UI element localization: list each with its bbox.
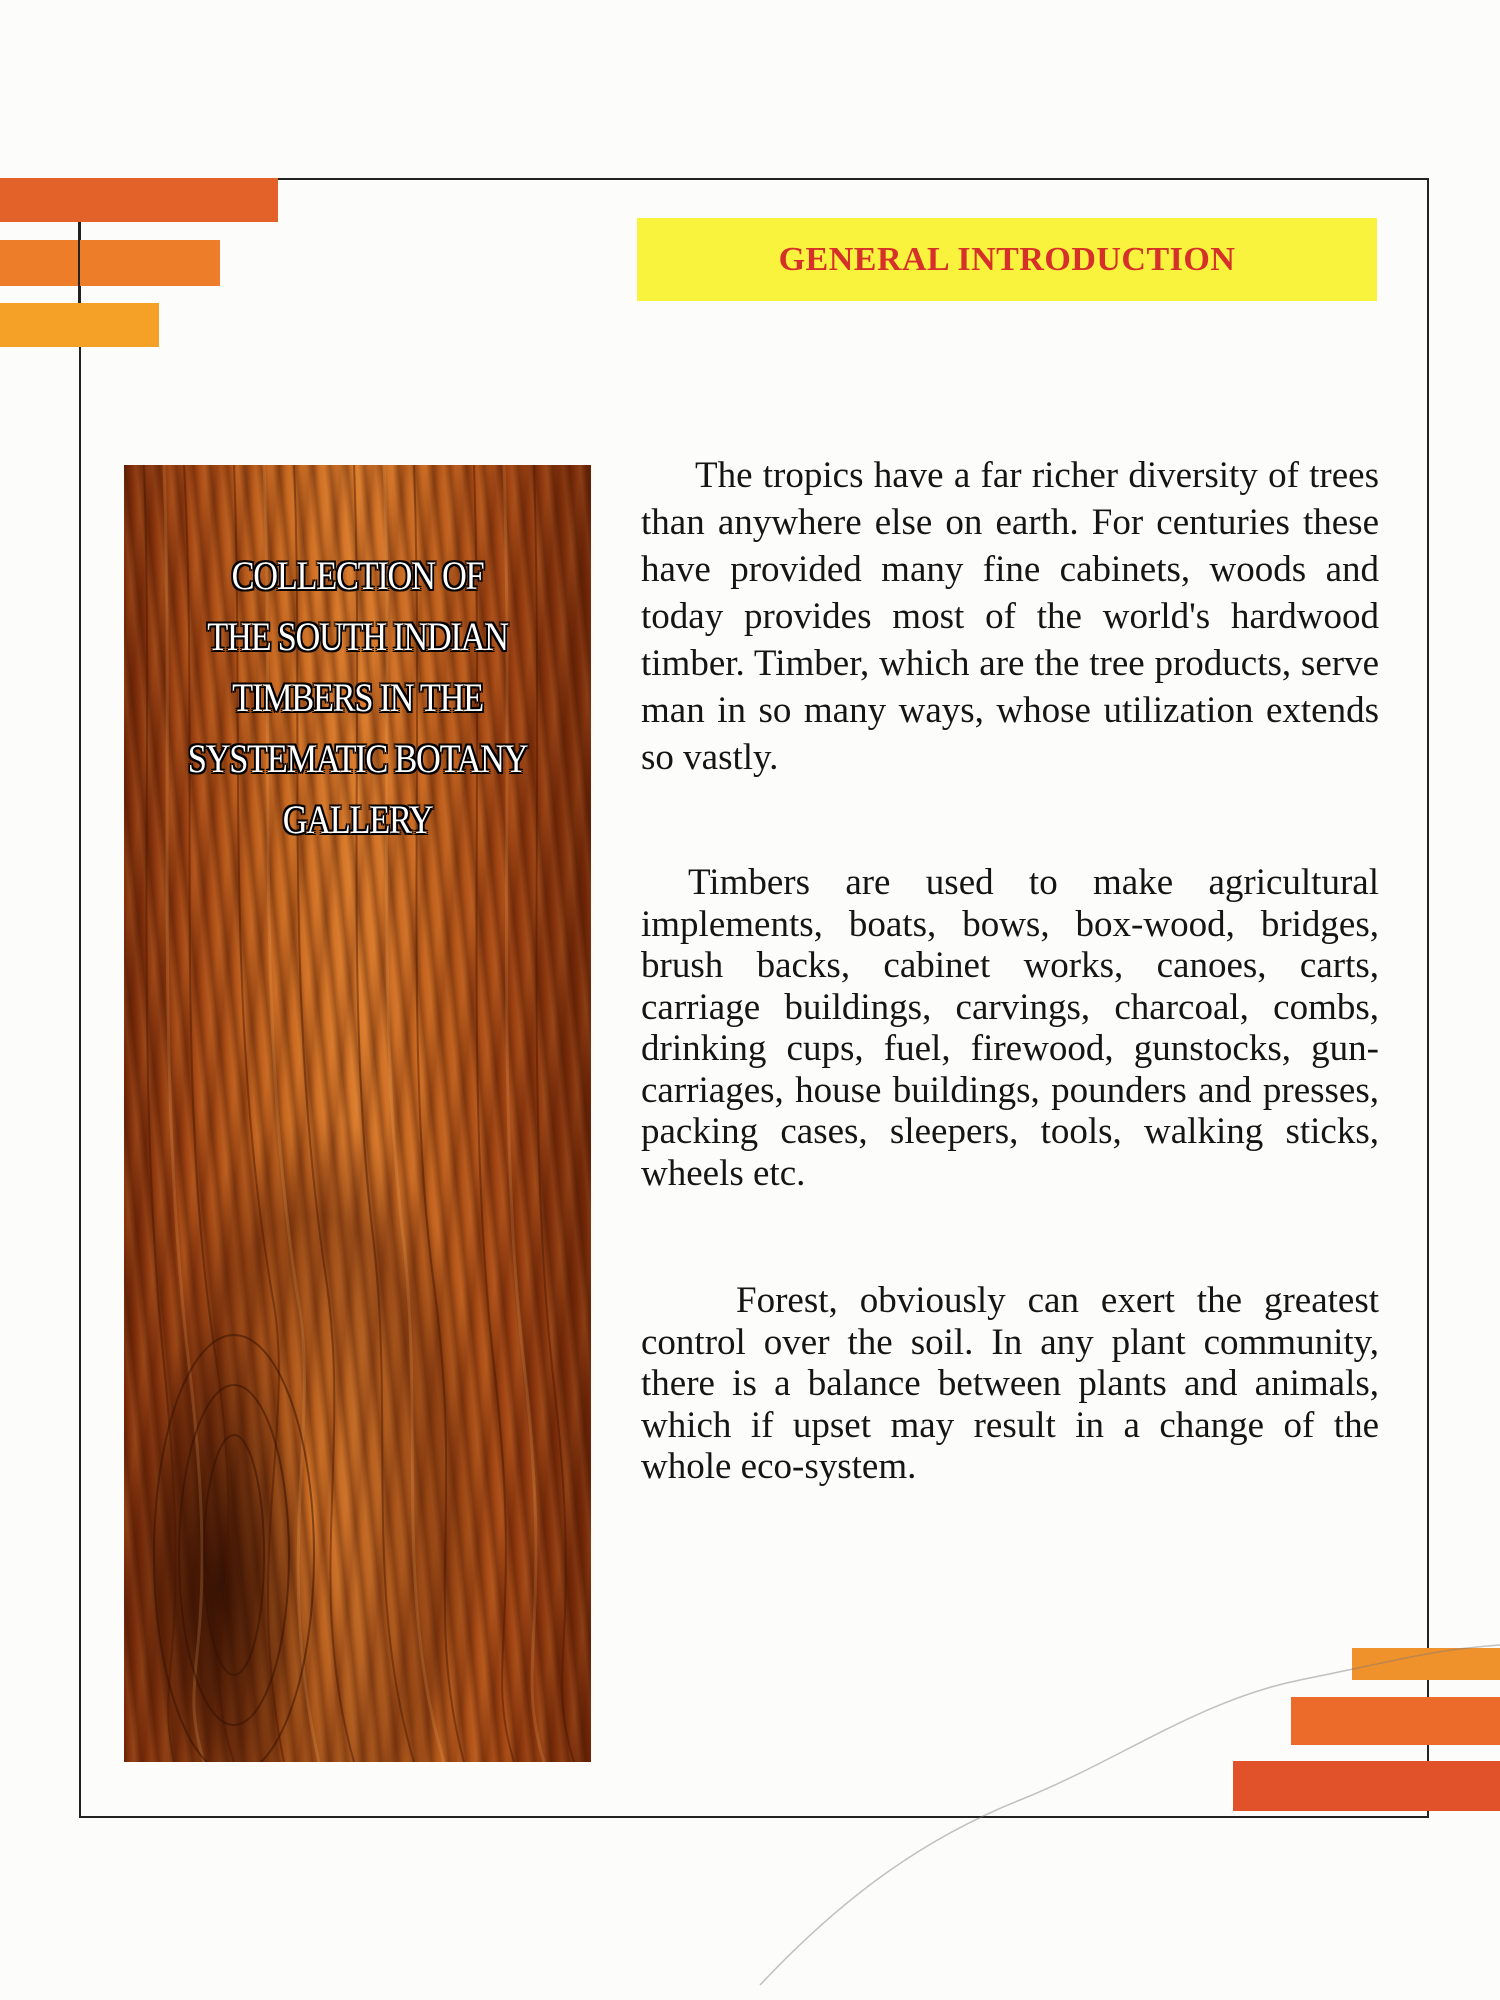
paragraph-tropics: The tropics have a far richer diversity of trees than anywhere else on earth. For centuries these have provided many fine cabinets, woods and today provides most of the world's hardwood timber. Timber, which are the tree products, serve man in so many ways, whose utilization extends so vastly.	[641, 455, 1379, 778]
decorative-bar-top-left-2	[0, 240, 220, 286]
paragraph-forest: Forest, obviously can exert the greatest control over the soil. In any plant community, there is a balance between plants and animals, which if upset may result in a change of the whole eco-system.	[641, 1280, 1379, 1487]
panel-title	[157, 545, 559, 850]
decorative-bar-bottom-right-1	[1352, 1648, 1500, 1680]
panel-title-line: COLLECTION OF	[231, 553, 484, 598]
decorative-bar-top-left-3	[0, 303, 159, 347]
section-heading: GENERAL INTRODUCTION	[778, 240, 1236, 278]
panel-title-line: SYSTEMATIC BOTANY	[187, 736, 528, 781]
panel-title-line: TIMBERS IN THE	[232, 675, 483, 720]
decorative-bar-top-left-1	[0, 178, 278, 222]
wood-grain-panel	[124, 465, 591, 1762]
section-heading-box	[637, 218, 1377, 301]
frame-tick-mark	[78, 222, 80, 303]
panel-title-line: GALLERY	[282, 797, 433, 842]
paragraph-timber-uses: Timbers are used to make agricultural implements, boats, bows, box-wood, bridges, brush backs, cabinet works, canoes, carts, carriage buildings, carvings, charcoal, combs, drinking cups, fuel, firewood, gunstocks, gun-carriages, house buildings, pounders and presses, packing cases, sleepers, tools, walking sticks, wheels etc.	[641, 862, 1379, 1194]
decorative-bar-bottom-right-3	[1233, 1761, 1500, 1811]
decorative-bar-bottom-right-2	[1291, 1697, 1500, 1745]
panel-title-line: THE SOUTH INDIAN	[207, 614, 508, 659]
